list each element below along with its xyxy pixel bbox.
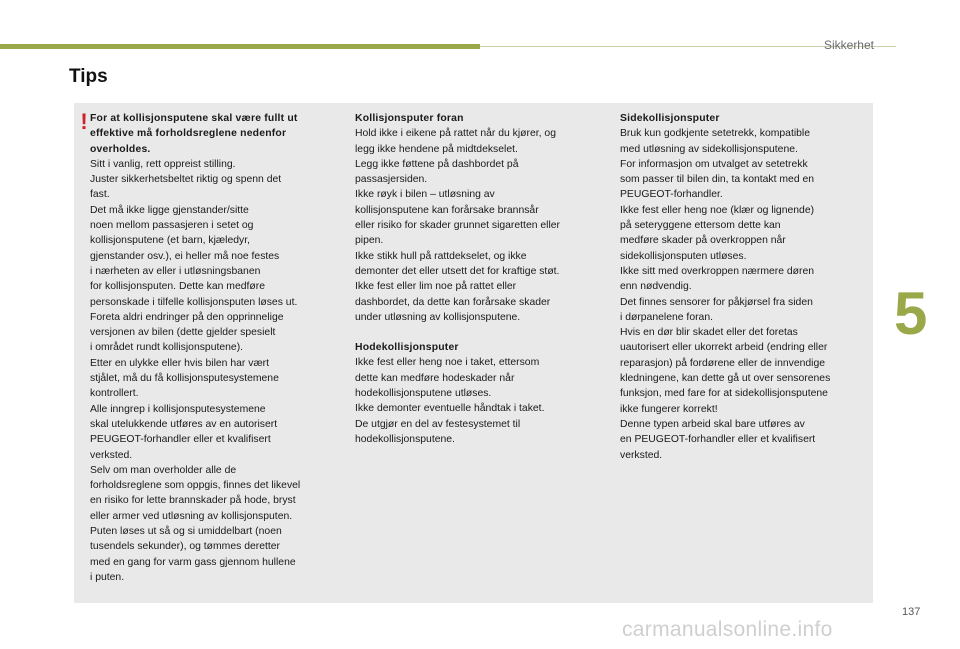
text-line: noen mellom passasjeren i setet og <box>90 220 254 232</box>
side-airbags-heading: Sidekollisjonsputer <box>620 113 720 124</box>
text-line: Bruk kun godkjente setetrekk, kompatible <box>620 128 811 140</box>
text-line: Ikke fest eller heng noe (klær og lignende) <box>620 204 815 216</box>
text-line: Ikke fest eller lim noe på rattet eller <box>355 281 517 293</box>
text-line: Puten løses ut så og si umiddelbart (noen <box>90 526 282 538</box>
text-line: en PEUGEOT-forhandler eller et kvalifisert <box>620 434 816 446</box>
text-line: Etter en ulykke eller hvis bilen har vært <box>90 357 270 369</box>
text-line: for kollisjonsputen. Dette kan medføre <box>90 281 265 293</box>
text-line: i dørpanelene foran. <box>620 311 713 323</box>
text-line: skal utelukkende utføres av en autorisert <box>90 418 278 430</box>
front-airbags-body <box>355 126 613 325</box>
text-line: uautorisert eller ukorrekt arbeid (endring eller <box>620 342 828 354</box>
airbag-column <box>355 111 613 447</box>
warning-heading <box>90 111 346 157</box>
text-line: i området rundt kollisjonsputene). <box>90 342 244 354</box>
side-airbag-column <box>620 111 866 463</box>
text-line: personskade i tilfelle kollisjonsputen løses ut. <box>90 296 298 308</box>
text-line: på seteryggene ettersom dette kan <box>620 220 781 232</box>
text-line: med en gang for varm gass gjennom hullene <box>90 556 296 568</box>
text-line: ikke fungerer korrekt! <box>620 403 718 415</box>
text-line: tusendels sekunder), og tømmes deretter <box>90 541 281 553</box>
text-line: Hvis en dør blir skadet eller det foretas <box>620 327 798 339</box>
text-line: Hold ikke i eikene på rattet når du kjører, og <box>355 128 556 140</box>
text-line: verksted. <box>90 449 133 461</box>
text-line: med utløsning av sidekollisjonsputene. <box>620 143 798 155</box>
text-line: stjålet, må du få kollisjonsputesystemene <box>90 373 279 385</box>
text-line: PEUGEOT-forhandler. <box>620 189 723 201</box>
tips-panel <box>74 103 873 603</box>
page-title: Tips <box>69 66 108 87</box>
warning-heading-line: overholdes. <box>90 143 151 155</box>
warning-body <box>90 157 346 585</box>
text-line: medføre skader på overkroppen når <box>620 235 786 247</box>
text-line: en risiko for lette brannskader på hode, bryst <box>90 495 296 507</box>
text-line: kollisjonsputene kan forårsake brannsår <box>355 204 539 216</box>
text-line: fast. <box>90 189 110 201</box>
text-line: Juster sikkerhetsbeltet riktig og spenn det <box>90 174 282 186</box>
text-line: sidekollisjonsputen utløses. <box>620 250 747 262</box>
side-airbags-body <box>620 126 866 463</box>
text-line: passasjersiden. <box>355 174 428 186</box>
text-line: Ikke sitt med overkroppen nærmere døren <box>620 265 815 277</box>
warning-heading-line: effektive må forholdsreglene nedenfor <box>90 128 287 140</box>
text-line: kollisjonsputene (et barn, kjæledyr, <box>90 235 250 247</box>
text-line: De utgjør en del av festesystemet til <box>355 418 521 430</box>
text-line: hodekollisjonsputene. <box>355 433 455 445</box>
text-line: i nærheten av eller i utløsningsbanen <box>90 265 261 277</box>
head-airbags-body <box>355 355 613 447</box>
text-line: pipen. <box>355 235 384 247</box>
text-line: legg ikke hendene på midtdekselet. <box>355 143 518 155</box>
text-line: funksjon, med fare for at sidekollisjonsputene <box>620 388 828 400</box>
text-line: dette kan medføre hodeskader når <box>355 372 515 384</box>
text-line: Sitt i vanlig, rett oppreist stilling. <box>90 158 236 170</box>
page-number: 137 <box>902 606 921 618</box>
text-line: Ikke røyk i bilen – utløsning av <box>355 189 495 201</box>
head-airbags-section <box>355 340 613 447</box>
text-line: Ikke fest eller heng noe i taket, ettersom <box>355 357 540 369</box>
text-line: i puten. <box>90 571 125 583</box>
text-line: Denne typen arbeid skal bare utføres av <box>620 418 805 430</box>
text-line: dashbordet, da dette kan forårsake skader <box>355 296 551 308</box>
text-line: reparasjon) på fordørene eller de innvendige <box>620 357 826 369</box>
text-line: gjenstander osv.), ei heller må noe festes <box>90 250 280 262</box>
text-line: som passer til bilen din, ta kontakt med en <box>620 174 815 186</box>
text-line: kledningene, kan dette gå ut over sensorenes <box>620 373 831 385</box>
section-spacer <box>355 325 613 340</box>
warning-heading-line: For at kollisjonsputene skal være fullt ut <box>90 113 298 124</box>
text-line: forholdsreglene som oppgis, finnes det likevel <box>90 480 301 492</box>
chapter-name: Sikkerhet <box>823 38 874 52</box>
text-line: hodekollisjonsputene utløses. <box>355 388 492 400</box>
text-line: Foreta aldri endringer på den opprinnelige <box>90 311 284 323</box>
text-line: enn nødvendig. <box>620 281 692 293</box>
text-line: versjonen av bilen (dette gjelder spesielt <box>90 327 276 339</box>
header-accent-bar <box>0 44 480 49</box>
text-line: eller risiko for skader grunnet sigaretten eller <box>355 220 561 232</box>
text-line: Det finnes sensorer for påkjørsel fra siden <box>620 296 813 308</box>
front-airbags-heading: Kollisjonsputer foran <box>355 113 464 124</box>
text-line: Alle inngrep i kollisjonsputesystemene <box>90 403 266 415</box>
exclamation-warning-icon: ! <box>80 109 88 134</box>
text-line: Ikke stikk hull på rattdekselet, og ikke <box>355 250 527 262</box>
text-line: Ikke demonter eventuelle håndtak i taket. <box>355 403 545 415</box>
front-airbags-section <box>355 111 613 325</box>
chapter-number: 5 <box>894 280 928 347</box>
warning-column <box>90 111 346 585</box>
text-line: eller armer ved utløsning av kollisjonsputen. <box>90 510 293 522</box>
text-line: kontrollert. <box>90 388 139 400</box>
text-line: Selv om man overholder alle de <box>90 464 237 476</box>
watermark: carmanualsonline.info <box>622 618 833 641</box>
text-line: demonter det eller utsett det for kraftige støt. <box>355 265 560 277</box>
text-line: Det må ikke ligge gjenstander/sitte <box>90 204 249 216</box>
head-airbags-heading: Hodekollisjonsputer <box>355 342 459 354</box>
text-line: Legg ikke føttene på dashbordet på <box>355 158 519 170</box>
text-line: For informasjon om utvalget av setetrekk <box>620 158 808 170</box>
text-line: under utløsning av kollisjonsputene. <box>355 311 521 323</box>
text-line: PEUGEOT-forhandler eller et kvalifisert <box>90 434 271 446</box>
text-line: verksted. <box>620 449 663 461</box>
